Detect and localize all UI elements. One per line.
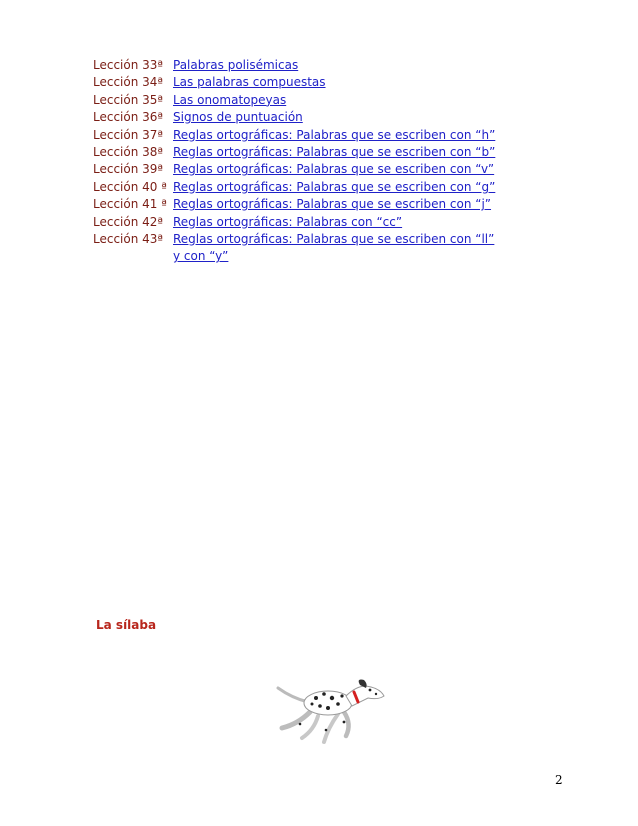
lesson-number: Lección 43ª	[93, 232, 164, 247]
running-dalmatian-icon	[272, 672, 392, 750]
lesson-link[interactable]: Reglas ortográficas: Palabras que se escriben con “v”	[173, 162, 495, 177]
table-of-contents	[93, 57, 513, 266]
toc-row	[93, 231, 513, 266]
lesson-number: Lección 35ª	[93, 92, 164, 107]
toc-row	[93, 109, 513, 126]
lesson-link[interactable]: Las palabras compuestas	[173, 75, 326, 90]
toc-row	[93, 179, 513, 196]
lesson-link[interactable]: Reglas ortográficas: Palabras que se escriben con “j”	[173, 197, 492, 212]
toc-row	[93, 57, 513, 74]
lesson-number: Lección 40 ª	[93, 179, 167, 194]
lesson-link[interactable]: Reglas ortográficas: Palabras que se escriben con “g”	[173, 179, 496, 194]
lesson-number: Lección 36ª	[93, 110, 164, 125]
lesson-link[interactable]: Signos de puntuación	[173, 110, 303, 125]
page-number: 2	[555, 773, 563, 787]
lesson-number: Lección 38ª	[93, 145, 164, 160]
lesson-number: Lección 41 ª	[93, 197, 167, 212]
lesson-link[interactable]: Reglas ortográficas: Palabras que se escriben con “ll” y con “y”	[173, 232, 495, 264]
lesson-link[interactable]: Reglas ortográficas: Palabras que se escriben con “b”	[173, 145, 496, 160]
lesson-link[interactable]: Reglas ortográficas: Palabras con “cc”	[173, 214, 403, 229]
lesson-number: Lección 33ª	[93, 58, 164, 72]
toc-row	[93, 127, 513, 144]
lesson-link[interactable]: Reglas ortográficas: Palabras que se escriben con “h”	[173, 127, 496, 142]
lesson-number: Lección 42ª	[93, 214, 164, 229]
toc-row	[93, 196, 513, 213]
toc-row	[93, 74, 513, 91]
lesson-number: Lección 39ª	[93, 162, 164, 177]
lesson-link[interactable]: Las onomatopeyas	[173, 92, 287, 107]
toc-row	[93, 214, 513, 231]
toc-row	[93, 144, 513, 161]
toc-row	[93, 161, 513, 178]
lesson-number: Lección 34ª	[93, 75, 164, 90]
section-title: La sílaba	[96, 618, 157, 632]
lesson-link[interactable]: Palabras polisémicas	[173, 58, 299, 72]
lesson-number: Lección 37ª	[93, 127, 164, 142]
toc-row	[93, 92, 513, 109]
